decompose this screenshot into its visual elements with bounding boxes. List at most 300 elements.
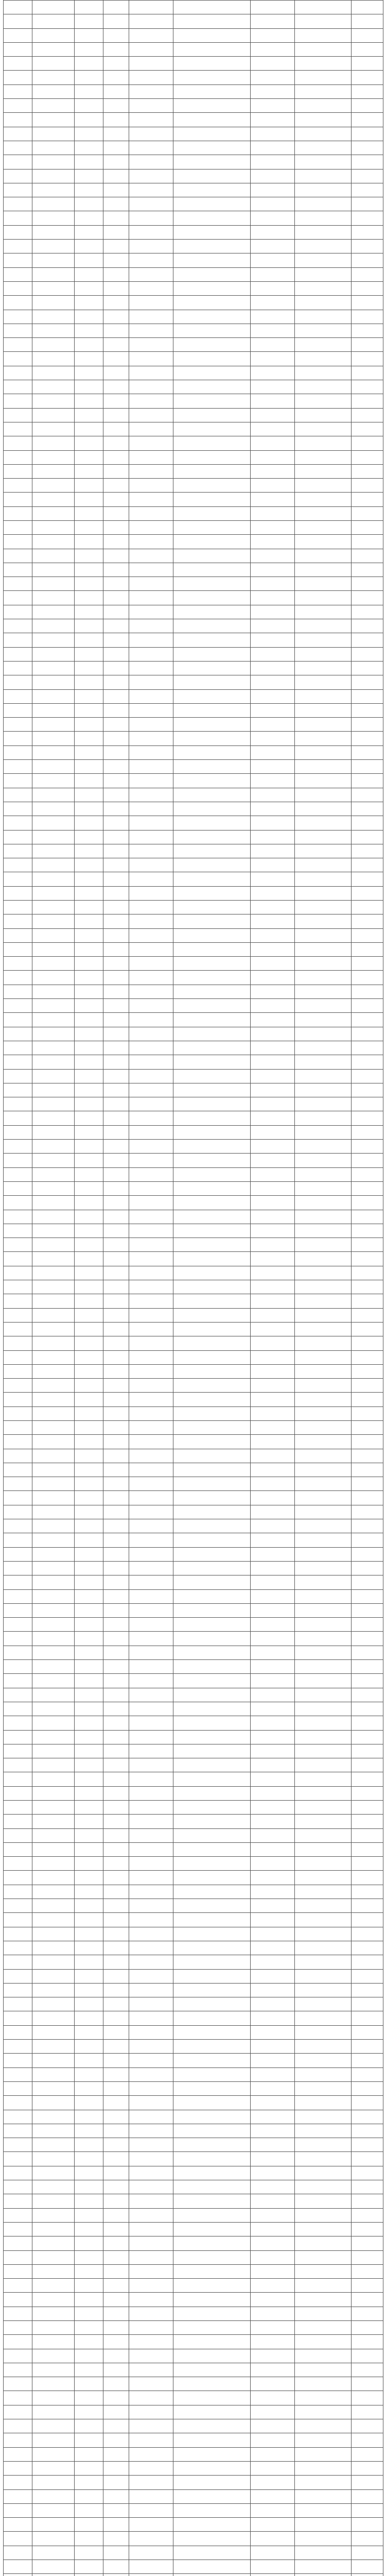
cell-amount — [352, 718, 383, 732]
cell-month — [103, 1181, 129, 1195]
cell-amount — [352, 2377, 383, 2391]
cell-year — [75, 1702, 103, 1716]
cell-item — [295, 703, 352, 717]
cell-no — [4, 1758, 32, 1772]
cell-month — [103, 1772, 129, 1786]
cell-village — [251, 1379, 295, 1393]
cell-item — [295, 999, 352, 1013]
cell-amount — [352, 1181, 383, 1195]
cell-amount — [352, 211, 383, 225]
cell-amount — [352, 591, 383, 605]
cell-name — [129, 506, 173, 520]
cell-month — [103, 211, 129, 225]
cell-year — [75, 99, 103, 113]
cell-item — [295, 2208, 352, 2222]
cell-name — [129, 1828, 173, 1842]
cell-village — [251, 1280, 295, 1294]
cell-id — [173, 1083, 251, 1097]
cell-amount — [352, 1786, 383, 1800]
cell-no — [4, 1702, 32, 1716]
cell-amount — [352, 1322, 383, 1336]
cell-year — [75, 2349, 103, 2363]
cell-year — [75, 1252, 103, 1266]
cell-year — [75, 549, 103, 563]
cell-village — [251, 633, 295, 647]
cell-amount — [352, 1533, 383, 1547]
table-row — [4, 2152, 383, 2166]
cell-village — [251, 141, 295, 155]
cell-year — [75, 1772, 103, 1786]
cell-village — [251, 2433, 295, 2447]
table-row — [4, 802, 383, 816]
table-row — [4, 2476, 383, 2489]
cell-id — [173, 942, 251, 956]
cell-year — [75, 2377, 103, 2391]
cell-item — [295, 1674, 352, 1688]
cell-name — [129, 520, 173, 534]
cell-name — [129, 830, 173, 844]
cell-id — [173, 2040, 251, 2054]
cell-item — [295, 2363, 352, 2377]
cell-amount — [352, 2532, 383, 2546]
cell-name — [129, 2236, 173, 2250]
cell-year — [75, 2503, 103, 2517]
cell-year — [75, 1716, 103, 1730]
cell-name — [129, 1252, 173, 1266]
table-row — [4, 1674, 383, 1688]
cell-amount — [352, 493, 383, 506]
cell-town — [32, 2096, 75, 2110]
table-row — [4, 633, 383, 647]
cell-no — [4, 2067, 32, 2081]
cell-name — [129, 2250, 173, 2264]
cell-town — [32, 1083, 75, 1097]
table-row — [4, 1618, 383, 1632]
cell-year — [75, 619, 103, 633]
cell-year — [75, 225, 103, 239]
cell-id — [173, 366, 251, 380]
cell-month — [103, 520, 129, 534]
table-row — [4, 1181, 383, 1195]
cell-amount — [352, 1815, 383, 1828]
cell-item — [295, 169, 352, 183]
cell-item — [295, 1955, 352, 1969]
cell-item — [295, 155, 352, 169]
cell-id — [173, 1125, 251, 1139]
cell-month — [103, 71, 129, 84]
cell-id — [173, 2138, 251, 2152]
cell-village — [251, 901, 295, 914]
cell-month — [103, 1364, 129, 1378]
cell-name — [129, 1660, 173, 1674]
cell-item — [295, 1913, 352, 1927]
cell-town — [32, 1449, 75, 1463]
table-row — [4, 1097, 383, 1111]
cell-no — [4, 1519, 32, 1533]
cell-item — [295, 1238, 352, 1252]
cell-no — [4, 281, 32, 295]
cell-amount — [352, 310, 383, 324]
cell-amount — [352, 14, 383, 28]
cell-name — [129, 2560, 173, 2574]
cell-amount — [352, 394, 383, 408]
table-row — [4, 1308, 383, 1322]
table-row — [4, 718, 383, 732]
cell-village — [251, 2363, 295, 2377]
table-row — [4, 1660, 383, 1674]
cell-village — [251, 942, 295, 956]
cell-id — [173, 2335, 251, 2349]
cell-amount — [352, 535, 383, 549]
cell-name — [129, 2447, 173, 2461]
cell-amount — [352, 1603, 383, 1617]
table-row — [4, 999, 383, 1013]
cell-id — [173, 2293, 251, 2307]
cell-item — [295, 2279, 352, 2293]
cell-village — [251, 2208, 295, 2222]
cell-year — [75, 1477, 103, 1491]
cell-name — [129, 2264, 173, 2278]
cell-item — [295, 901, 352, 914]
table-row — [4, 1420, 383, 1434]
cell-month — [103, 2503, 129, 2517]
cell-town — [32, 1702, 75, 1716]
table-row — [4, 675, 383, 689]
cell-month — [103, 549, 129, 563]
cell-name — [129, 2307, 173, 2320]
table-row — [4, 858, 383, 872]
cell-item — [295, 1435, 352, 1449]
cell-id — [173, 619, 251, 633]
cell-month — [103, 802, 129, 816]
cell-month — [103, 366, 129, 380]
cell-year — [75, 2518, 103, 2532]
table-row — [4, 647, 383, 661]
cell-village — [251, 436, 295, 450]
table-row — [4, 2040, 383, 2054]
table-row — [4, 2405, 383, 2419]
cell-amount — [352, 380, 383, 394]
cell-village — [251, 1547, 295, 1561]
cell-village — [251, 2110, 295, 2124]
cell-town — [32, 366, 75, 380]
cell-id — [173, 422, 251, 436]
cell-item — [295, 2025, 352, 2039]
table-row — [4, 591, 383, 605]
cell-year — [75, 408, 103, 422]
cell-amount — [352, 1041, 383, 1055]
table-row — [4, 2377, 383, 2391]
cell-item — [295, 422, 352, 436]
cell-amount — [352, 1364, 383, 1378]
cell-month — [103, 493, 129, 506]
cell-year — [75, 2208, 103, 2222]
cell-month — [103, 1350, 129, 1364]
table-row — [4, 1294, 383, 1308]
cell-town — [32, 1955, 75, 1969]
cell-amount — [352, 1744, 383, 1758]
cell-amount — [352, 155, 383, 169]
cell-month — [103, 1125, 129, 1139]
cell-item — [295, 1842, 352, 1856]
cell-town — [32, 2110, 75, 2124]
cell-no — [4, 1533, 32, 1547]
cell-item — [295, 2040, 352, 2054]
cell-name — [129, 858, 173, 872]
table-row — [4, 1350, 383, 1364]
cell-name — [129, 633, 173, 647]
cell-no — [4, 197, 32, 211]
cell-no — [4, 450, 32, 464]
table-row — [4, 1449, 383, 1463]
cell-month — [103, 2011, 129, 2025]
cell-amount — [352, 1491, 383, 1505]
table-row — [4, 450, 383, 464]
cell-town — [32, 1294, 75, 1308]
cell-no — [4, 1266, 32, 1280]
cell-amount — [352, 1716, 383, 1730]
cell-town — [32, 281, 75, 295]
cell-month — [103, 844, 129, 858]
cell-no — [4, 2377, 32, 2391]
cell-item — [295, 2054, 352, 2067]
cell-year — [75, 928, 103, 942]
cell-month — [103, 2349, 129, 2363]
cell-item — [295, 380, 352, 394]
cell-village — [251, 2011, 295, 2025]
table-row — [4, 2279, 383, 2293]
cell-town — [32, 1196, 75, 1210]
cell-year — [75, 2419, 103, 2433]
table-row — [4, 141, 383, 155]
cell-amount — [352, 1055, 383, 1069]
cell-year — [75, 169, 103, 183]
cell-town — [32, 858, 75, 872]
cell-village — [251, 2054, 295, 2067]
cell-year — [75, 1238, 103, 1252]
cell-village — [251, 844, 295, 858]
cell-month — [103, 2025, 129, 2039]
table-row — [4, 2335, 383, 2349]
table-row — [4, 324, 383, 337]
cell-village — [251, 1871, 295, 1885]
cell-id — [173, 732, 251, 745]
table-row — [4, 99, 383, 113]
cell-id — [173, 957, 251, 971]
cell-name — [129, 2180, 173, 2194]
cell-no — [4, 1730, 32, 1744]
cell-item — [295, 28, 352, 42]
cell-month — [103, 1238, 129, 1252]
cell-year — [75, 1589, 103, 1603]
cell-item — [295, 2096, 352, 2110]
cell-item — [295, 1660, 352, 1674]
cell-no — [4, 2293, 32, 2307]
cell-id — [173, 1688, 251, 1702]
cell-amount — [352, 1125, 383, 1139]
cell-month — [103, 436, 129, 450]
cell-name — [129, 1140, 173, 1154]
table-row — [4, 1969, 383, 1983]
cell-name — [129, 2081, 173, 2095]
cell-town — [32, 2335, 75, 2349]
table-row — [4, 2461, 383, 2475]
cell-item — [295, 774, 352, 788]
cell-amount — [352, 1632, 383, 1646]
table-row — [4, 886, 383, 900]
cell-village — [251, 1927, 295, 1941]
cell-month — [103, 2208, 129, 2222]
cell-month — [103, 506, 129, 520]
cell-name — [129, 450, 173, 464]
table-row — [4, 2532, 383, 2546]
cell-month — [103, 2124, 129, 2138]
cell-month — [103, 2320, 129, 2334]
cell-village — [251, 1702, 295, 1716]
cell-name — [129, 2320, 173, 2334]
cell-month — [103, 2293, 129, 2307]
cell-year — [75, 1041, 103, 1055]
cell-month — [103, 577, 129, 591]
cell-name — [129, 816, 173, 830]
cell-town — [32, 1716, 75, 1730]
cell-village — [251, 928, 295, 942]
cell-month — [103, 394, 129, 408]
cell-id — [173, 2560, 251, 2574]
cell-town — [32, 1688, 75, 1702]
cell-town — [32, 2560, 75, 2574]
cell-year — [75, 1364, 103, 1378]
cell-month — [103, 155, 129, 169]
table-row — [4, 957, 383, 971]
cell-village — [251, 1420, 295, 1434]
cell-town — [32, 493, 75, 506]
cell-year — [75, 1899, 103, 1913]
cell-item — [295, 2349, 352, 2363]
cell-no — [4, 760, 32, 774]
table-row — [4, 1210, 383, 1224]
cell-item — [295, 1758, 352, 1772]
cell-name — [129, 1055, 173, 1069]
cell-town — [32, 1055, 75, 1069]
cell-month — [103, 352, 129, 366]
cell-name — [129, 802, 173, 816]
cell-town — [32, 1842, 75, 1856]
cell-no — [4, 141, 32, 155]
cell-town — [32, 1477, 75, 1491]
cell-name — [129, 928, 173, 942]
cell-town — [32, 1927, 75, 1941]
cell-name — [129, 14, 173, 28]
cell-amount — [352, 2489, 383, 2503]
cell-village — [251, 2152, 295, 2166]
cell-village — [251, 2138, 295, 2152]
cell-no — [4, 1941, 32, 1955]
cell-village — [251, 689, 295, 703]
cell-name — [129, 1463, 173, 1477]
cell-amount — [352, 957, 383, 971]
cell-village — [251, 1196, 295, 1210]
cell-town — [32, 1519, 75, 1533]
cell-month — [103, 2194, 129, 2208]
cell-no — [4, 2222, 32, 2236]
cell-id — [173, 2532, 251, 2546]
cell-amount — [352, 1083, 383, 1097]
cell-id — [173, 745, 251, 759]
cell-amount — [352, 281, 383, 295]
cell-month — [103, 324, 129, 337]
cell-village — [251, 28, 295, 42]
cell-item — [295, 1730, 352, 1744]
cell-month — [103, 1140, 129, 1154]
cell-month — [103, 1857, 129, 1871]
cell-town — [32, 633, 75, 647]
cell-year — [75, 240, 103, 253]
cell-town — [32, 1420, 75, 1434]
cell-no — [4, 2307, 32, 2320]
cell-month — [103, 1449, 129, 1463]
cell-amount — [352, 1801, 383, 1815]
cell-year — [75, 84, 103, 98]
table-row — [4, 2489, 383, 2503]
cell-month — [103, 788, 129, 802]
cell-name — [129, 1716, 173, 1730]
cell-month — [103, 1420, 129, 1434]
cell-year — [75, 253, 103, 267]
cell-name — [129, 689, 173, 703]
cell-amount — [352, 605, 383, 619]
cell-village — [251, 2574, 295, 2576]
table-row — [4, 928, 383, 942]
cell-village — [251, 155, 295, 169]
cell-village — [251, 2222, 295, 2236]
cell-id — [173, 28, 251, 42]
table-row — [4, 703, 383, 717]
cell-no — [4, 2320, 32, 2334]
cell-name — [129, 2208, 173, 2222]
cell-item — [295, 1322, 352, 1336]
cell-month — [103, 1111, 129, 1125]
cell-id — [173, 675, 251, 689]
cell-amount — [352, 2461, 383, 2475]
cell-year — [75, 1125, 103, 1139]
cell-id — [173, 2503, 251, 2517]
cell-name — [129, 1842, 173, 1856]
cell-name — [129, 366, 173, 380]
cell-item — [295, 745, 352, 759]
cell-village — [251, 422, 295, 436]
cell-year — [75, 338, 103, 352]
cell-month — [103, 1828, 129, 1842]
cell-month — [103, 1842, 129, 1856]
cell-name — [129, 549, 173, 563]
cell-month — [103, 1, 129, 14]
cell-id — [173, 14, 251, 28]
cell-no — [4, 2124, 32, 2138]
cell-town — [32, 661, 75, 675]
cell-amount — [352, 633, 383, 647]
cell-no — [4, 957, 32, 971]
cell-no — [4, 2419, 32, 2433]
cell-id — [173, 394, 251, 408]
cell-name — [129, 1224, 173, 1238]
cell-name — [129, 914, 173, 928]
cell-name — [129, 1379, 173, 1393]
cell-village — [251, 1491, 295, 1505]
cell-village — [251, 1955, 295, 1969]
cell-name — [129, 169, 173, 183]
cell-amount — [352, 1111, 383, 1125]
